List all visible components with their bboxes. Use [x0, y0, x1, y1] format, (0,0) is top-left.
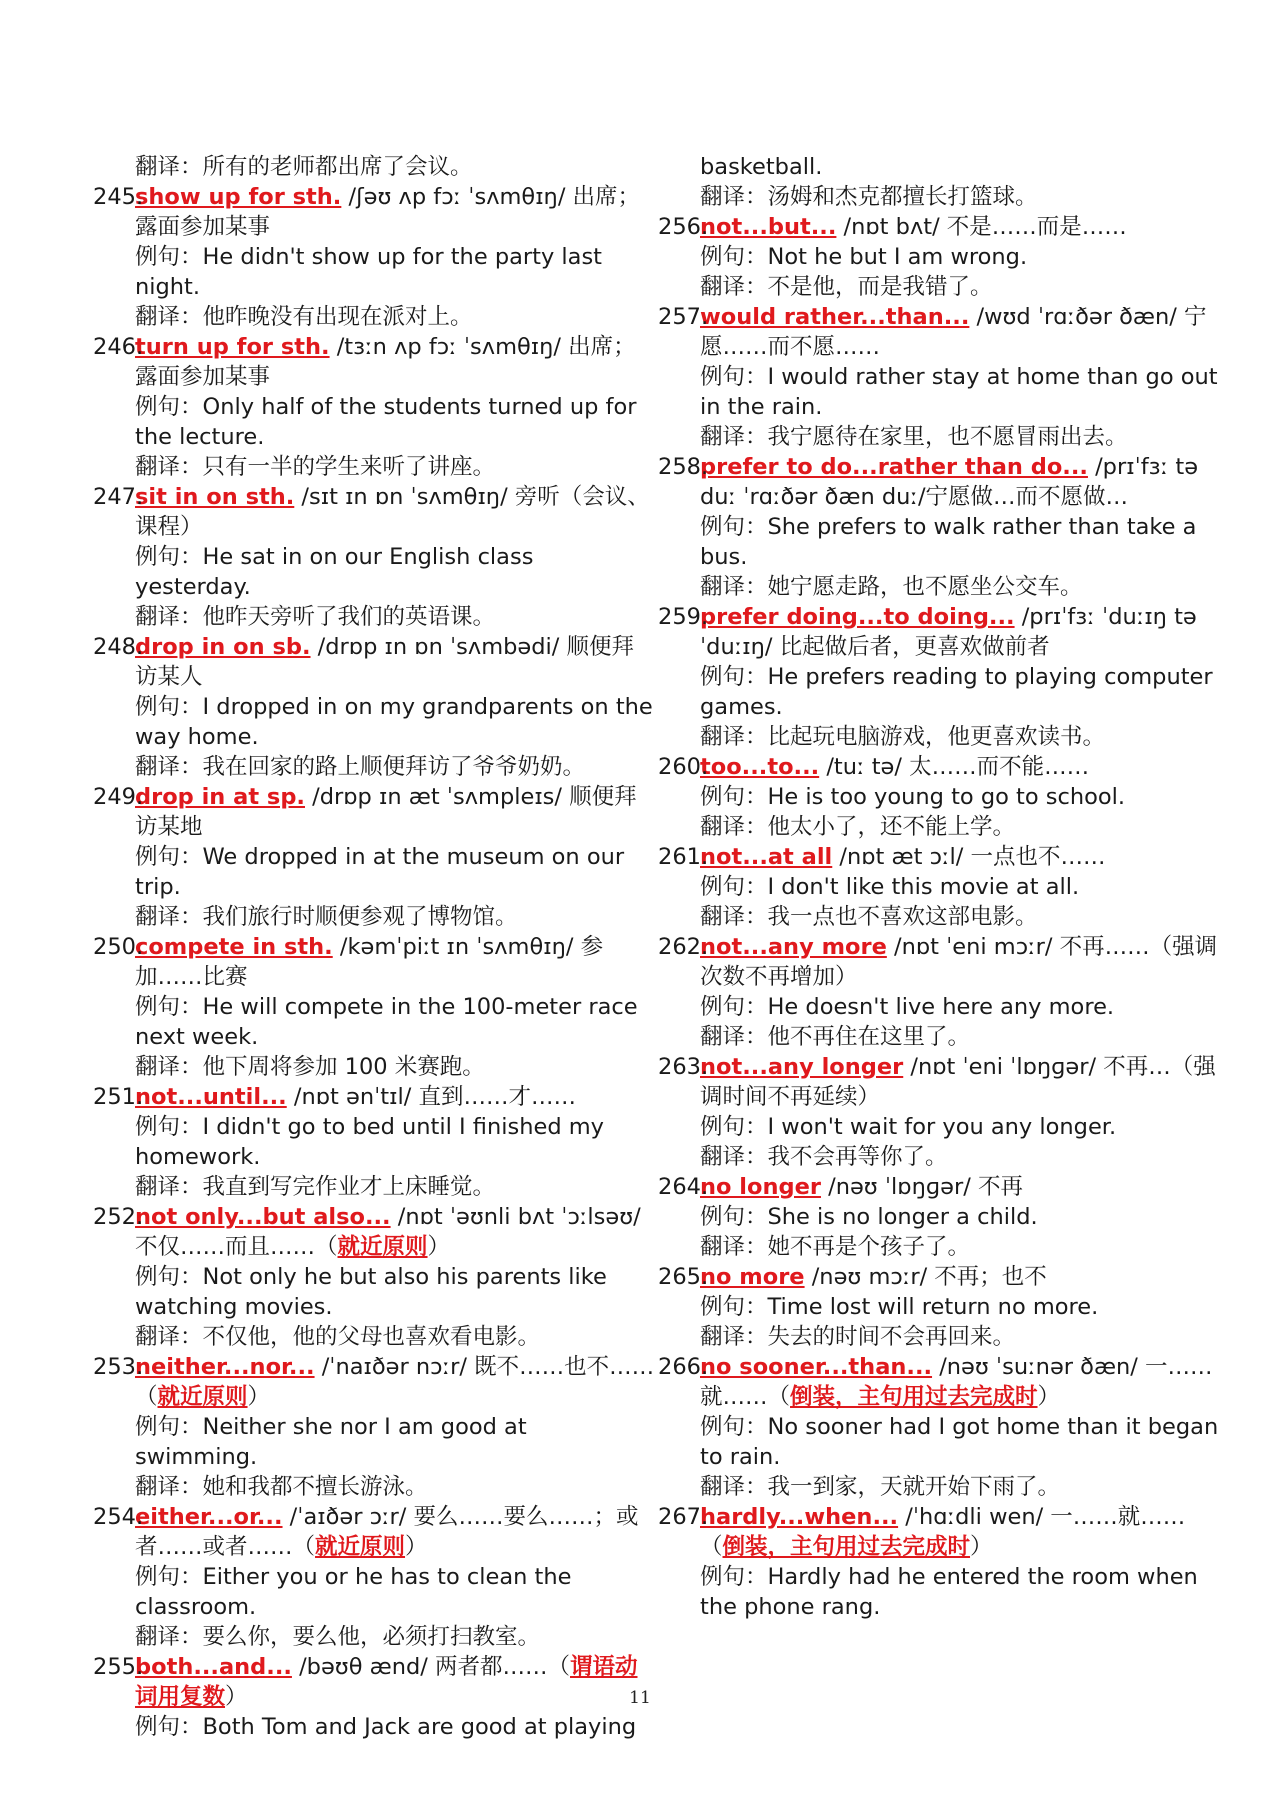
entry-heading	[660, 452, 1220, 512]
phonetic-and-meaning: /nɒt æt ɔːl/ 一点也不……	[832, 844, 1106, 870]
phrase-text: no longer	[700, 1174, 821, 1200]
translation-sentence: 翻译：他昨天旁听了我们的英语课。	[135, 604, 496, 630]
entry-number: 257.	[658, 304, 709, 330]
entry-heading	[660, 1502, 1220, 1562]
phonetic-and-meaning: /ˈaɪðər ɔːr/ 要么……要么……；或者……或者……（	[135, 1504, 639, 1560]
page-number: 11	[629, 1688, 651, 1708]
translation-sentence: 翻译：我们旅行时顺便参观了博物馆。	[135, 904, 518, 930]
phrase-entry	[660, 1172, 1220, 1262]
example-sentence: 例句：Not only he but also his parents like watching movies.	[135, 1264, 607, 1320]
entry-number: 258.	[658, 454, 709, 480]
phrase-entry	[660, 212, 1220, 302]
phrase-text: not...but...	[700, 214, 837, 240]
phrase-text: no more	[700, 1264, 805, 1290]
entry-heading	[95, 782, 655, 842]
phrase-text: no sooner...than...	[700, 1354, 933, 1380]
entry-number: 249.	[93, 784, 144, 810]
phonetic-and-meaning: /nəʊ ˈlɒŋɡər/ 不再	[820, 1174, 1023, 1200]
phrase-text: prefer to do...rather than do...	[700, 454, 1088, 480]
translation-sentence: 翻译：我一点也不喜欢这部电影。	[700, 904, 1038, 930]
right-entries	[660, 212, 1220, 1622]
phrase-text: not...until...	[135, 1084, 287, 1110]
example-sentence: 例句：She prefers to walk rather than take a bus.	[700, 514, 1197, 570]
entry-number: 264.	[658, 1174, 709, 1200]
phrase-entry	[95, 182, 655, 332]
entry-heading	[660, 602, 1220, 662]
translation-sentence: 翻译：要么你，要么他，必须打扫教室。	[135, 1624, 541, 1650]
translation-sentence: 翻译：我宁愿待在家里，也不愿冒雨出去。	[700, 424, 1128, 450]
phrase-entry	[660, 602, 1220, 752]
phonetic-and-meaning: /ʃəʊ ʌp fɔː ˈsʌmθɪŋ/ 出席；露面参加某事	[135, 184, 641, 240]
example-sentence: 例句：Neither she nor I am good at swimming.	[135, 1414, 527, 1470]
phrase-entry	[95, 1352, 655, 1502]
entry-number: 261.	[658, 844, 709, 870]
note-close: ）	[970, 1534, 993, 1560]
translation-sentence: 翻译：他下周将参加 100 米赛跑。	[135, 1054, 485, 1080]
example-sentence: 例句：No sooner had I got home than it began to rain.	[700, 1414, 1219, 1470]
translation-sentence: 翻译：我在回家的路上顺便拜访了爷爷奶奶。	[135, 754, 586, 780]
phonetic-and-meaning: /tuː tə/ 太……而不能……	[819, 754, 1090, 780]
translation-sentence: 翻译：失去的时间不会再回来。	[700, 1324, 1016, 1350]
entry-number: 260.	[658, 754, 709, 780]
phrase-text: too...to...	[700, 754, 820, 780]
entry-heading	[95, 932, 655, 992]
translation-sentence: 翻译：只有一半的学生来听了讲座。	[135, 454, 496, 480]
entry-number: 266.	[658, 1354, 709, 1380]
phrase-entry	[95, 782, 655, 932]
phrase-text: drop in on sb.	[135, 634, 311, 660]
entry-number: 248.	[93, 634, 144, 660]
entry-heading	[660, 1052, 1220, 1112]
example-sentence: 例句：We dropped in at the museum on our trip.	[135, 844, 625, 900]
translation-sentence: 翻译：不仅他，他的父母也喜欢看电影。	[135, 1324, 541, 1350]
phrase-entry	[660, 302, 1220, 452]
phrase-entry	[95, 1502, 655, 1652]
phrase-entry	[95, 1202, 655, 1352]
phrase-text: not...any longer	[700, 1054, 904, 1080]
phrase-entry	[660, 842, 1220, 932]
phrase-text: would rather...than...	[700, 304, 970, 330]
entry-heading	[95, 482, 655, 542]
entry-heading	[95, 1202, 655, 1262]
example-sentence: 例句：Hardly had he entered the room when the phone rang.	[700, 1564, 1198, 1620]
phrase-text: hardly...when...	[700, 1504, 899, 1530]
phonetic-and-meaning: /nɒt ˈeni mɔːr/ 不再……（强调次数不再增加）	[700, 934, 1218, 990]
phrase-entry	[95, 332, 655, 482]
translation-sentence: 翻译：她不再是个孩子了。	[700, 1234, 971, 1260]
translation-sentence: 翻译：他太小了，还不能上学。	[700, 814, 1016, 840]
usage-note: 就近原则	[315, 1534, 406, 1560]
entry-number: 262.	[658, 934, 709, 960]
phonetic-and-meaning: /wʊd ˈrɑːðər ðæn/ 宁愿……而不愿……	[700, 304, 1207, 360]
entry-heading	[660, 842, 1220, 872]
entry-heading	[95, 632, 655, 692]
phrase-entry	[660, 1502, 1220, 1622]
phrase-entry	[660, 752, 1220, 842]
phonetic-and-meaning: /prɪˈfɜː ˈduːɪŋ tə ˈduːɪŋ/ 比起做后者，更喜欢做前者	[700, 604, 1197, 660]
usage-note: 就近原则	[337, 1234, 428, 1260]
entry-number: 263.	[658, 1054, 709, 1080]
phonetic-and-meaning: /nɒt ənˈtɪl/ 直到……才……	[286, 1084, 576, 1110]
phonetic-and-meaning: /prɪˈfɜː tə duː ˈrɑːðər ðæn duː/宁愿做…而不愿做…	[700, 454, 1199, 510]
example-sentence: 例句：Both Tom and Jack are good at playing	[135, 1714, 637, 1740]
usage-note: 倒装，主句用过去完成时	[722, 1534, 971, 1560]
phonetic-and-meaning: /drɒp ɪn æt ˈsʌmpleɪs/ 顺便拜访某地	[135, 784, 637, 840]
entry-heading	[95, 1502, 655, 1562]
entry-number: 250.	[93, 934, 144, 960]
phrase-entry	[95, 932, 655, 1082]
example-sentence: 例句：Time lost will return no more.	[700, 1294, 1099, 1320]
translation-sentence: 翻译：我直到写完作业才上床睡觉。	[135, 1174, 496, 1200]
phrase-text: sit in on sth.	[135, 484, 295, 510]
example-sentence: 例句：I would rather stay at home than go out in the rain.	[700, 364, 1218, 420]
right-column	[660, 152, 1220, 1622]
phonetic-and-meaning: /drɒp ɪn ɒn ˈsʌmbədi/ 顺便拜访某人	[135, 634, 635, 690]
entry-number: 259.	[658, 604, 709, 630]
example-sentence: 例句：He is too young to go to school.	[700, 784, 1126, 810]
translation-sentence: 翻译：他昨晚没有出现在派对上。	[135, 304, 473, 330]
entry-heading	[660, 1352, 1220, 1412]
entry-heading	[660, 212, 1220, 242]
phrase-entry	[660, 1262, 1220, 1352]
phonetic-and-meaning: /nɒt ˈəʊnli bʌt ˈɔːlsəʊ/ 不仅……而且……（	[135, 1204, 641, 1260]
entry-heading	[660, 752, 1220, 782]
phrase-text: both...and...	[135, 1654, 292, 1680]
left-entries	[95, 182, 655, 1742]
phonetic-and-meaning: /nəʊ mɔːr/ 不再；也不	[804, 1264, 1047, 1290]
example-sentence: 例句：Not he but I am wrong.	[700, 244, 1028, 270]
example-sentence: 例句：I won't wait for you any longer.	[700, 1114, 1117, 1140]
translation-sentence: 翻译：我不会再等你了。	[700, 1144, 948, 1170]
note-close: ）	[247, 1384, 271, 1410]
note-close: ）	[405, 1534, 428, 1560]
entry-number: 251.	[93, 1084, 144, 1110]
phrase-entry	[95, 632, 655, 782]
phonetic-and-meaning: /ˈnaɪðər nɔːr/ 既不……也不……（	[135, 1354, 655, 1410]
entry-number: 247.	[93, 484, 144, 510]
example-sentence: 例句：She is no longer a child.	[700, 1204, 1038, 1230]
entry-heading	[660, 932, 1220, 992]
note-close: ）	[427, 1234, 451, 1260]
phonetic-and-meaning: /tɜːn ʌp fɔː ˈsʌmθɪŋ/ 出席；露面参加某事	[135, 334, 636, 390]
phrase-text: turn up for sth.	[135, 334, 330, 360]
example-sentence: 例句：He doesn't live here any more.	[700, 994, 1115, 1020]
phrase-text: neither...nor...	[135, 1354, 315, 1380]
phrase-text: compete in sth.	[135, 934, 333, 960]
phonetic-and-meaning: /nəʊ ˈsuːnər ðæn/ 一……就……（	[700, 1354, 1213, 1410]
entry-number: 255.	[93, 1654, 144, 1680]
note-close: ）	[225, 1684, 248, 1710]
entry-number: 267.	[658, 1504, 709, 1530]
example-sentence: 例句：Either you or he has to clean the classroom.	[135, 1564, 572, 1620]
entry-number: 246.	[93, 334, 144, 360]
translation-sentence: 翻译：她宁愿走路，也不愿坐公交车。	[700, 574, 1083, 600]
phrase-entry	[660, 452, 1220, 602]
phonetic-and-meaning: /ˈhɑːdli wen/ 一……就……（	[700, 1504, 1186, 1560]
right-carryover-line: basketball.	[700, 154, 823, 180]
phrase-text: not...any more	[700, 934, 887, 960]
translation-sentence: 翻译：比起玩电脑游戏，他更喜欢读书。	[700, 724, 1106, 750]
usage-note: 谓语动词用复数	[135, 1654, 638, 1710]
example-sentence: 例句：I didn't go to bed until I finished my homework.	[135, 1114, 604, 1170]
example-sentence: 例句：Only half of the students turned up for the lecture.	[135, 394, 637, 450]
phrase-text: drop in at sp.	[135, 784, 305, 810]
translation-sentence: 翻译：我一到家，天就开始下雨了。	[700, 1474, 1061, 1500]
phrase-text: prefer doing...to doing...	[700, 604, 1015, 630]
phrase-entry	[660, 1052, 1220, 1172]
phrase-entry	[660, 932, 1220, 1052]
entry-number: 245.	[93, 184, 144, 210]
phrase-entry	[95, 482, 655, 632]
example-sentence: 例句：I dropped in on my grandparents on the way home.	[135, 694, 653, 750]
note-close: ）	[1037, 1384, 1061, 1410]
entry-number: 256.	[658, 214, 709, 240]
translation-sentence: 翻译：她和我都不擅长游泳。	[135, 1474, 428, 1500]
entry-heading	[660, 302, 1220, 362]
right-carryover-translation: 翻译：汤姆和杰克都擅长打篮球。	[700, 184, 1038, 210]
phrase-entry	[95, 1082, 655, 1202]
example-sentence: 例句：He prefers reading to playing computer games.	[700, 664, 1213, 720]
entry-number: 254.	[93, 1504, 144, 1530]
phonetic-and-meaning: /nɒt ˈeni ˈlɒŋɡər/ 不再…（强调时间不再延续）	[700, 1054, 1216, 1110]
phonetic-and-meaning: /nɒt bʌt/ 不是……而是……	[836, 214, 1127, 240]
entry-heading	[95, 1352, 655, 1412]
entry-heading	[95, 1082, 655, 1112]
entry-number: 252.	[93, 1204, 144, 1230]
example-sentence: 例句：I don't like this movie at all.	[700, 874, 1080, 900]
phrase-text: show up for sth.	[135, 184, 342, 210]
translation-sentence: 翻译：不是他，而是我错了。	[700, 274, 993, 300]
phrase-text: not only...but also...	[135, 1204, 391, 1230]
left-carryover-line: 翻译：所有的老师都出席了会议。	[135, 154, 473, 180]
phrase-text: either...or...	[135, 1504, 283, 1530]
entry-heading	[95, 332, 655, 392]
phonetic-and-meaning: /sɪt ɪn ɒn ˈsʌmθɪŋ/ 旁听（会议、课程）	[135, 484, 650, 540]
phrase-text: not...at all	[700, 844, 833, 870]
entry-heading	[660, 1262, 1220, 1292]
entry-heading	[660, 1172, 1220, 1202]
example-sentence: 例句：He will compete in the 100-meter race next week.	[135, 994, 638, 1050]
phrase-entry	[660, 1352, 1220, 1502]
example-sentence: 例句：He sat in on our English class yesterday.	[135, 544, 534, 600]
phonetic-and-meaning: /bəʊθ ænd/ 两者都……（	[291, 1654, 570, 1680]
usage-note: 倒装，主句用过去完成时	[790, 1384, 1038, 1410]
translation-sentence: 翻译：他不再住在这里了。	[700, 1024, 971, 1050]
left-column	[95, 152, 655, 1742]
phonetic-and-meaning: /kəmˈpiːt ɪn ˈsʌmθɪŋ/ 参加……比赛	[135, 934, 604, 990]
usage-note: 就近原则	[157, 1384, 248, 1410]
entry-number: 253.	[93, 1354, 144, 1380]
example-sentence: 例句：He didn't show up for the party last night.	[135, 244, 603, 300]
entry-heading	[95, 182, 655, 242]
entry-number: 265.	[658, 1264, 709, 1290]
